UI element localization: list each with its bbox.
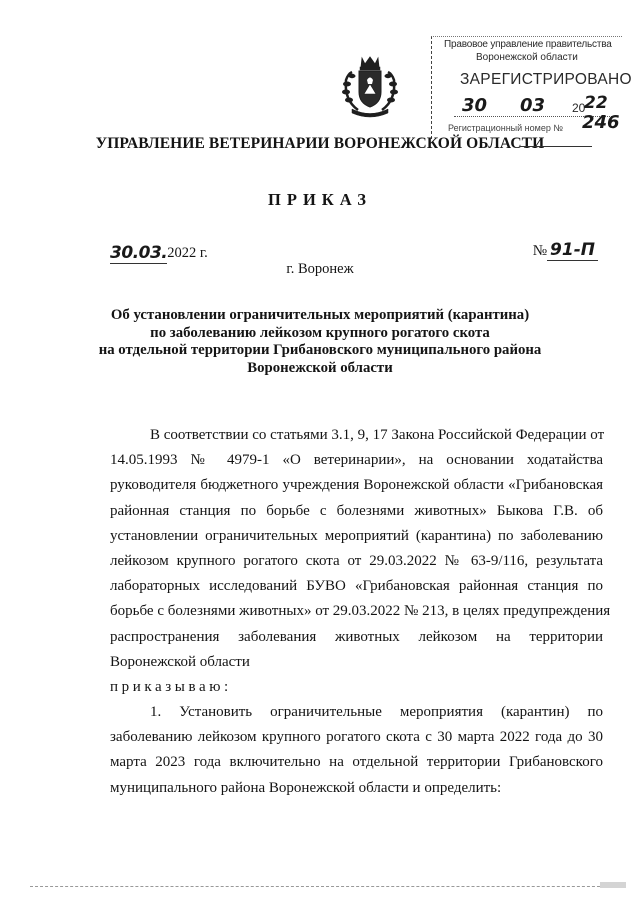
order-word: приказываю: bbox=[110, 678, 232, 695]
registration-stamp bbox=[431, 36, 632, 139]
order-subject bbox=[0, 307, 640, 377]
preamble-line: руководителя бюджетного учреждения Воронежской области «Грибановская bbox=[110, 477, 603, 494]
subject-line: Воронежской области bbox=[247, 359, 393, 376]
order-number-prefix: № bbox=[532, 243, 548, 259]
subject-line: на отдельной территории Грибановского муниципального района bbox=[98, 342, 542, 358]
order-number-handwritten: 91-П bbox=[547, 240, 598, 261]
item1-line: заболеванию лейкозом крупного рогатого скота с 30 марта 2022 года до 30 bbox=[110, 729, 603, 746]
subject-line: Об установлении ограничительных мероприятий (карантина) bbox=[110, 307, 530, 323]
voronezh-coat-of-arms-icon bbox=[338, 54, 402, 120]
order-date-handwritten: 30.03. bbox=[110, 243, 168, 263]
preamble-line: Воронежской области bbox=[110, 653, 250, 670]
header-underline bbox=[520, 146, 592, 147]
subject-line: по заболеванию лейкозом крупного рогатого скота bbox=[150, 324, 490, 341]
page-bottom-edge bbox=[30, 886, 610, 887]
stamp-status: ЗАРЕГИСТРИРОВАНО bbox=[460, 71, 632, 88]
stamp-org-line2: Воронежской области bbox=[476, 52, 578, 63]
stamp-number-row bbox=[448, 112, 620, 133]
scan-mark bbox=[600, 882, 626, 888]
preamble-line: 14.05.1993 № 4979-1 «О ветеринарии», на основании ходатайства bbox=[110, 452, 603, 469]
order-number bbox=[533, 240, 598, 260]
preamble-line: В соответствии со статьями 3.1, 9, 17 Закона Российской Федерации от bbox=[150, 427, 605, 443]
order-year: 2022 г. bbox=[167, 245, 208, 261]
stamp-number: 246 bbox=[582, 112, 620, 133]
item1-line: 1. Установить ограничительные мероприятия (карантин) по bbox=[150, 704, 603, 721]
preamble-line: борьбе с болезнями животных» от 29.03.2022 № 213, в целях предупреждения bbox=[110, 603, 611, 620]
document-type: ПРИКАЗ bbox=[268, 190, 372, 209]
item1-line: муниципального района Воронежской области и определить: bbox=[110, 779, 502, 796]
stamp-year-suffix: 22 bbox=[584, 93, 608, 113]
stamp-month: 03 bbox=[520, 95, 546, 116]
preamble-line: установлении ограничительных мероприятий (карантина) по заболеванию bbox=[110, 527, 603, 544]
preamble-line: лабораторных исследований БУВО «Грибановская районная станция по bbox=[110, 578, 603, 595]
order-city: г. Воронеж bbox=[286, 261, 354, 277]
item1-line: марта 2023 года включительно на отдельной территории Грибановского bbox=[110, 754, 603, 771]
order-date bbox=[110, 242, 208, 262]
organization-name: УПРАВЛЕНИЕ ВЕТЕРИНАРИИ ВОРОНЕЖСКОЙ ОБЛАСТИ bbox=[95, 135, 545, 152]
preamble-line: распространения заболевания животных лейкозом на территории bbox=[110, 628, 603, 645]
stamp-day: 30 bbox=[462, 95, 488, 116]
preamble-line: районная станция по борьбе с болезнями животных» Быкова Г.В. об bbox=[110, 502, 603, 519]
stamp-org-line1: Правовое управление правительства bbox=[444, 39, 612, 50]
order-body bbox=[110, 423, 611, 801]
stamp-year-prefix: 20 bbox=[572, 101, 586, 115]
stamp-number-label: Регистрационный номер № bbox=[448, 123, 564, 133]
preamble-line: лейкозом крупного рогатого скота от 29.03.2022 № 63-9/116, результата bbox=[110, 552, 603, 569]
